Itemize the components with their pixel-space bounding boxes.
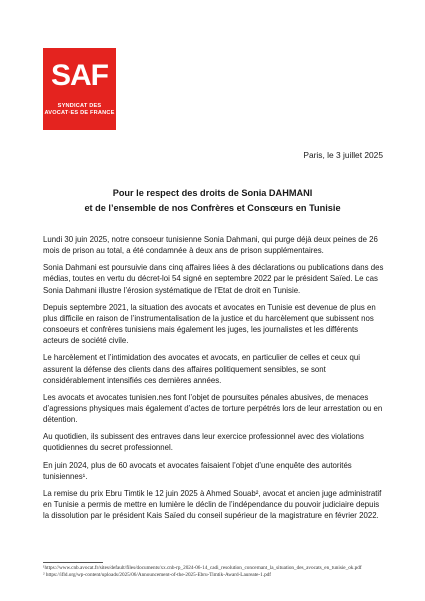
paragraph: Depuis septembre 2021, la situation des avocats et avocates en Tunisie est devenue de plus en plus difficile en raison de l’instrumentalisation de la justice et du harcèlement que subissent nos consoeurs et confrères tunisiens mais également les juges, les journalistes et les différents acteurs de société civile. bbox=[43, 302, 376, 346]
logo-mark: SAF bbox=[51, 59, 108, 92]
document-title bbox=[43, 186, 382, 215]
paragraph: Au quotidien, ils subissent des entraves dans leur exercice professionnel avec des violations quotidiennes du secret professionnel. bbox=[43, 432, 364, 453]
paragraph: Lundi 30 juin 2025, notre consoeur tunisienne Sonia Dahmani, qui purge déjà deux peines de 26 mois de prison au total, a été condamnée à deux ans de prison supplémentaires. bbox=[43, 235, 378, 256]
title-line-2: et de l’ensemble de nos Confrères et Consœurs en Tunisie bbox=[84, 202, 341, 213]
paragraph: Le harcèlement et l’intimidation des avocates et avocats, en particulier de celles et ceux qui assurent la défense des clients dans des affaires politiquement sensibles, se sont considérablement intensifiés ces dernières années. bbox=[43, 353, 360, 385]
footnote-1[interactable]: ¹https://www.cnb.avocat.fr/sites/default/files/documents/xx.cnb-rp_2024-06-14_cadi_resolution_concernant_la_situation_des_avocats_en_tunisie_ok.pdf bbox=[43, 565, 362, 571]
paragraph: Les avocats et avocates tunisien.nes font l’objet de poursuites pénales abusives, de menaces d’agressions physiques mais également d’actes de torture perpétrés lors de leur arrestation ou en détention. bbox=[43, 392, 383, 425]
logo-subtitle-line1: SYNDICAT DES bbox=[57, 103, 102, 109]
paragraph: Sonia Dahmani est poursuivie dans cinq affaires liées à des déclarations ou publications dans des médias, toutes en vertu du décret-loi 54 signé en septembre 2022 par le président Saïed. Le cas Sonia Dahmani illustre l’érosion systématique de l’Etat de droit en Tunisie. bbox=[43, 263, 384, 295]
logo-subtitle bbox=[43, 103, 116, 117]
saf-logo bbox=[43, 48, 116, 130]
title-line-1: Pour le respect des droits de Sonia DAHMANI bbox=[112, 188, 313, 198]
footnote-separator bbox=[43, 562, 103, 563]
document-date: Paris, le 3 juillet 2025 bbox=[303, 150, 383, 160]
document-body bbox=[43, 234, 385, 528]
footnote-2[interactable]: ² https://ifld.org/wp-content/uploads/2025/06/Announcement-of-the-2025-Ebru-Timtik-Award-Laureate-1.pdf bbox=[43, 572, 271, 579]
footnotes bbox=[43, 565, 385, 579]
paragraph: La remise du prix Ebru Timtik le 12 juin 2025 à Ahmed Souab², avocat et ancien juge administratif en Tunisie a permis de mettre en lumière le déclin de l’indépendance du pouvoir judiciaire depuis la dissolution par le président Kais Saïed du conseil supérieur de la magistrature en février 2022. bbox=[43, 489, 382, 521]
logo-subtitle-line2: AVOCAT·ES DE FRANCE bbox=[44, 110, 115, 116]
paragraph: En juin 2024, plus de 60 avocats et avocates faisaient l’objet d’une enquête des autorités tunisiennes¹. bbox=[43, 460, 352, 481]
